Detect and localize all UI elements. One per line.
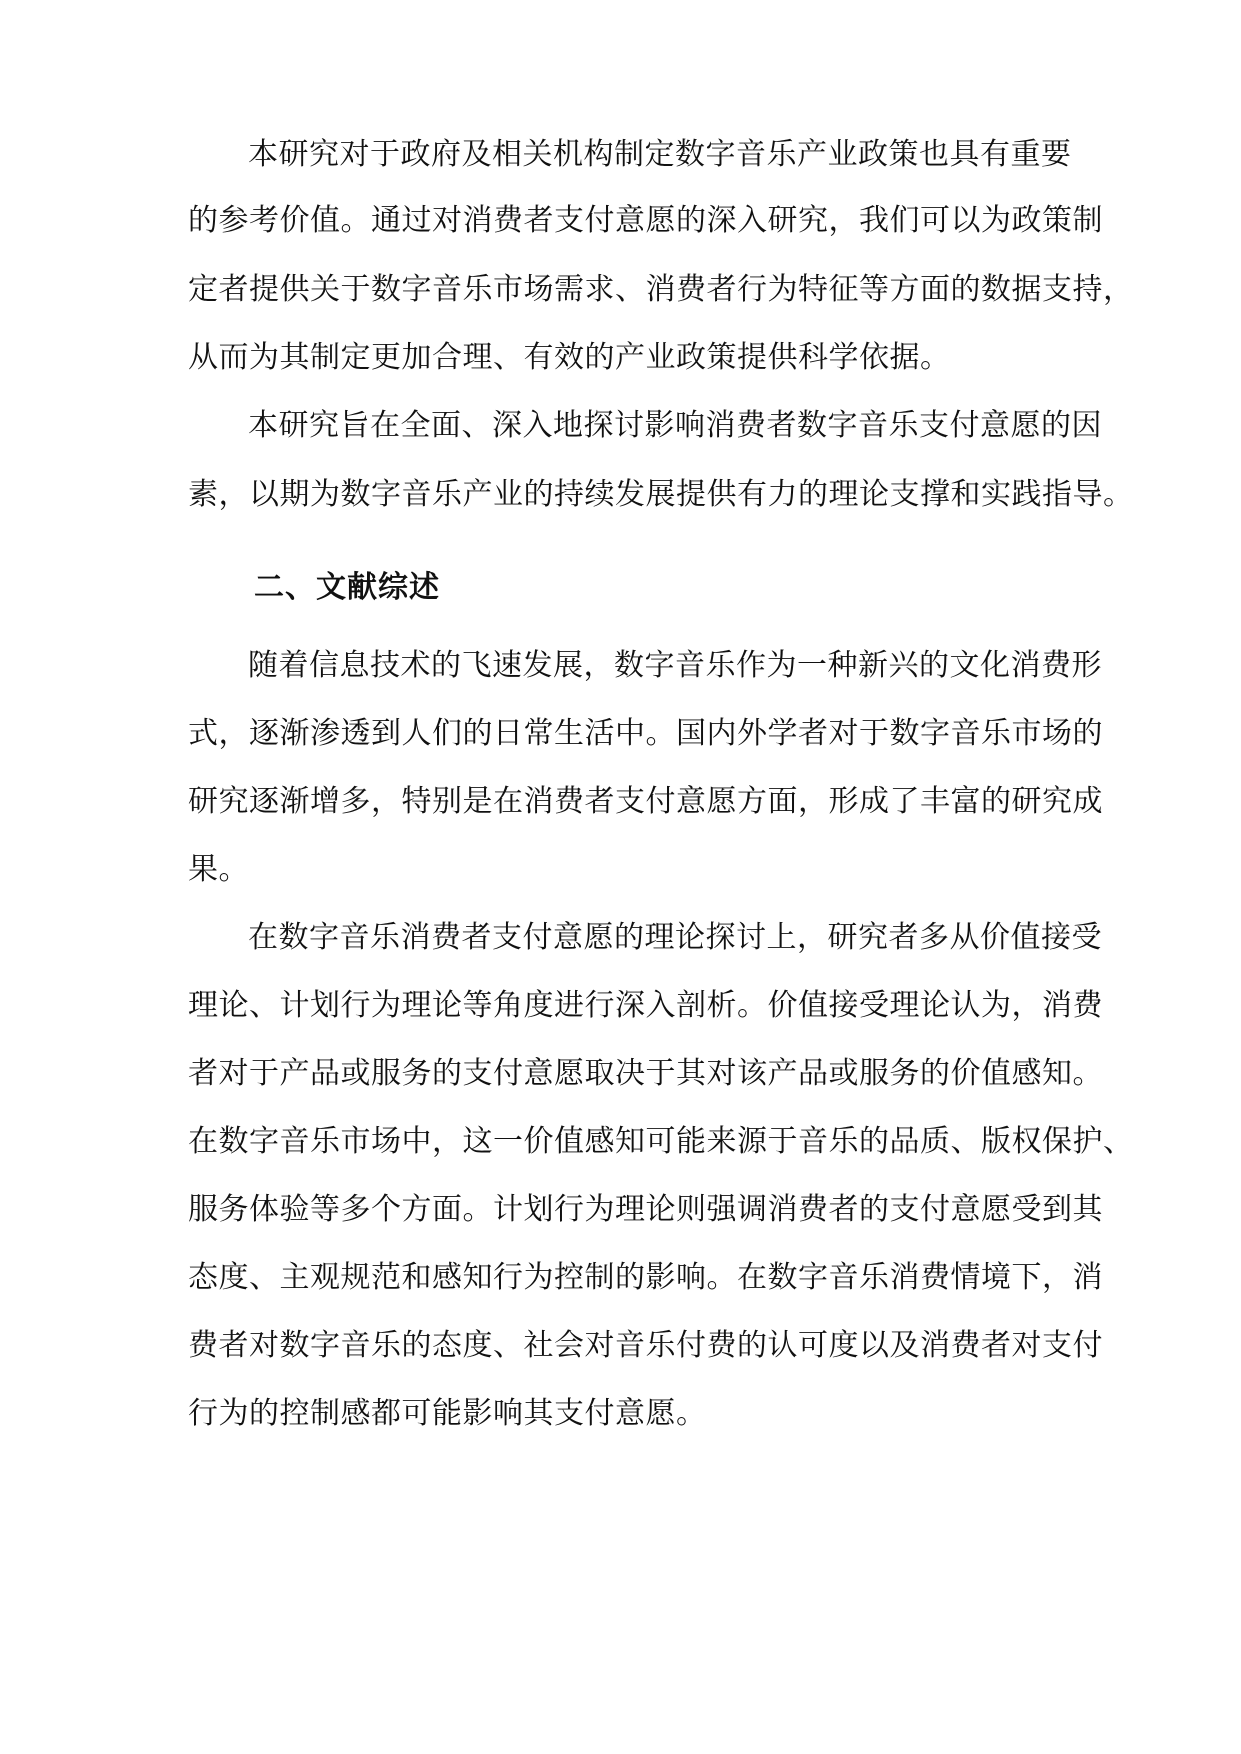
paragraph-4-line-6: 态度、主观规范和感知行为控制的影响。在数字音乐消费情境下，消 [188,1260,1103,1295]
paragraph-1-line-4: 从而为其制定更加合理、有效的产业政策提供科学依据。 [188,340,951,375]
paragraph-1-line-3: 定者提供关于数字音乐市场需求、消费者行为特征等方面的数据支持， [188,272,1134,307]
paragraph-3-line-2: 式，逐渐渗透到人们的日常生活中。国内外学者对于数字音乐市场的 [188,716,1103,751]
section-heading: 二、文献综述 [254,570,440,605]
paragraph-4-line-1: 在数字音乐消费者支付意愿的理论探讨上，研究者多从价值接受 [248,920,1102,955]
paragraph-4-line-4: 在数字音乐市场中，这一价值感知可能来源于音乐的品质、版权保护、 [188,1124,1134,1159]
paragraph-4-line-5: 服务体验等多个方面。计划行为理论则强调消费者的支付意愿受到其 [188,1192,1103,1227]
paragraph-3-line-3: 研究逐渐增多，特别是在消费者支付意愿方面，形成了丰富的研究成 [188,784,1103,819]
paragraph-2-line-1: 本研究旨在全面、深入地探讨影响消费者数字音乐支付意愿的因 [248,408,1102,443]
paragraph-1-line-2: 的参考价值。通过对消费者支付意愿的深入研究，我们可以为政策制 [188,203,1103,238]
paragraph-3-line-1: 随着信息技术的飞速发展，数字音乐作为一种新兴的文化消费形 [248,648,1102,683]
paragraph-1-line-1: 本研究对于政府及相关机构制定数字音乐产业政策也具有重要 [248,137,1072,172]
paragraph-3-line-4: 果。 [188,852,249,887]
paragraph-2-line-2: 素，以期为数字音乐产业的持续发展提供有力的理论支撑和实践指导。 [188,477,1134,512]
paragraph-4-line-8: 行为的控制感都可能影响其支付意愿。 [188,1396,707,1431]
paragraph-4-line-2: 理论、计划行为理论等角度进行深入剖析。价值接受理论认为，消费 [188,988,1103,1023]
paragraph-4-line-3: 者对于产品或服务的支付意愿取决于其对该产品或服务的价值感知。 [188,1056,1103,1091]
paragraph-4-line-7: 费者对数字音乐的态度、社会对音乐付费的认可度以及消费者对支付 [188,1328,1103,1363]
